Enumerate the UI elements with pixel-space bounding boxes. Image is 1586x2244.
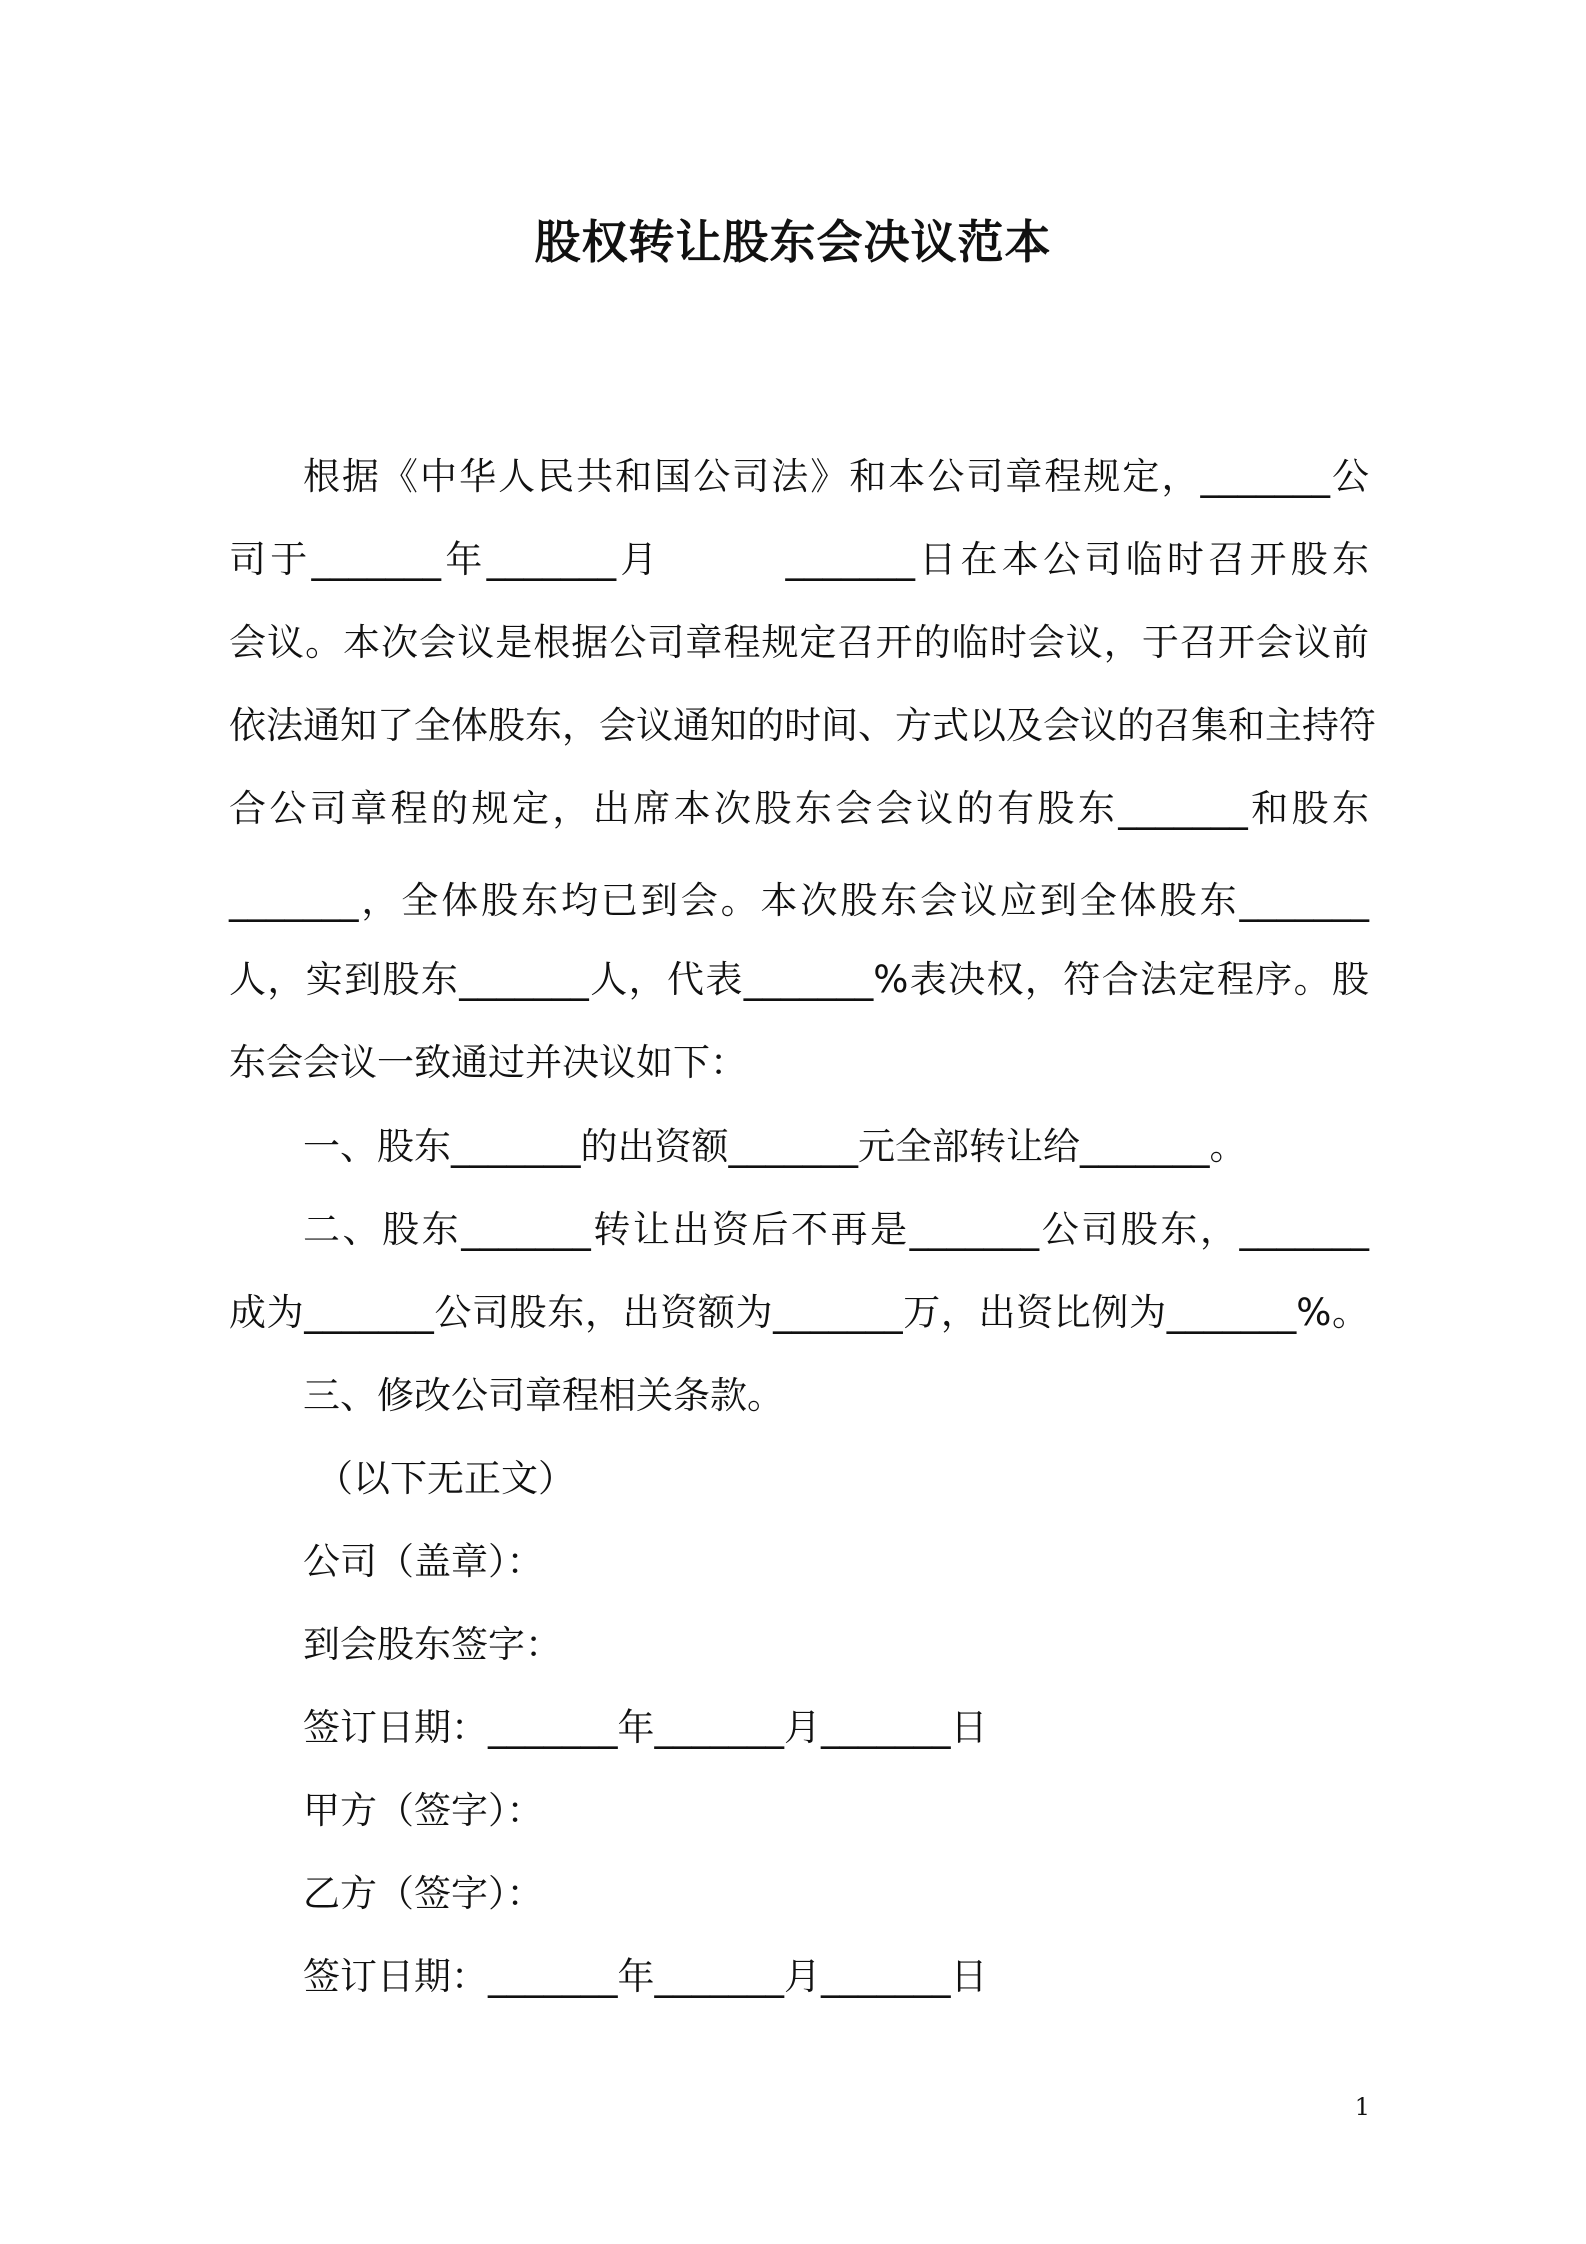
paragraph-line-8: 东会会议一致通过并决议如下： <box>229 1041 747 1084</box>
paragraph-line-1: 根据《中华人民共和国公司法》和本公司章程规定，_______公 <box>303 455 1369 498</box>
paragraph-line-2: 司于_______年_______月 _______日在本公司临时召开股东 <box>229 538 1369 581</box>
signing-date-2: 签订日期：_______年_______月_______日 <box>303 1955 988 1998</box>
paragraph-line-4: 依法通知了全体股东，会议通知的时间、方式以及会议的召集和主持符 <box>229 704 1376 747</box>
resolution-item-2-line-1: 二、股东_______转让出资后不再是_______公司股东，_______ <box>303 1208 1369 1251</box>
page-number: 1 <box>1354 2093 1370 2121</box>
paragraph-line-5: 合公司章程的规定，出席本次股东会会议的有股东_______和股东 <box>229 787 1369 830</box>
resolution-item-2-line-2: 成为_______公司股东，出资额为_______万，出资比例为_______%。 <box>229 1291 1369 1334</box>
party-a-signature-label: 甲方（签字）： <box>303 1789 544 1832</box>
no-further-text-note: （以下无正文） <box>316 1457 575 1500</box>
document-title: 股权转让股东会决议范本 <box>534 215 1052 269</box>
resolution-item-1: 一、股东_______的出资额_______元全部转让给_______。 <box>303 1125 1247 1168</box>
paragraph-line-7: 人，实到股东_______人，代表_______%表决权，符合法定程序。股 <box>229 958 1369 1001</box>
paragraph-line-6: _______，全体股东均已到会。本次股东会议应到全体股东_______ <box>229 879 1369 922</box>
shareholder-signature-label: 到会股东签字： <box>303 1623 562 1666</box>
party-b-signature-label: 乙方（签字）： <box>303 1872 544 1915</box>
resolution-item-3: 三、修改公司章程相关条款。 <box>303 1374 784 1417</box>
company-seal-label: 公司（盖章）： <box>303 1540 544 1583</box>
paragraph-line-3: 会议。本次会议是根据公司章程规定召开的临时会议，于召开会议前 <box>229 621 1369 664</box>
signing-date-1: 签订日期：_______年_______月_______日 <box>303 1706 988 1749</box>
